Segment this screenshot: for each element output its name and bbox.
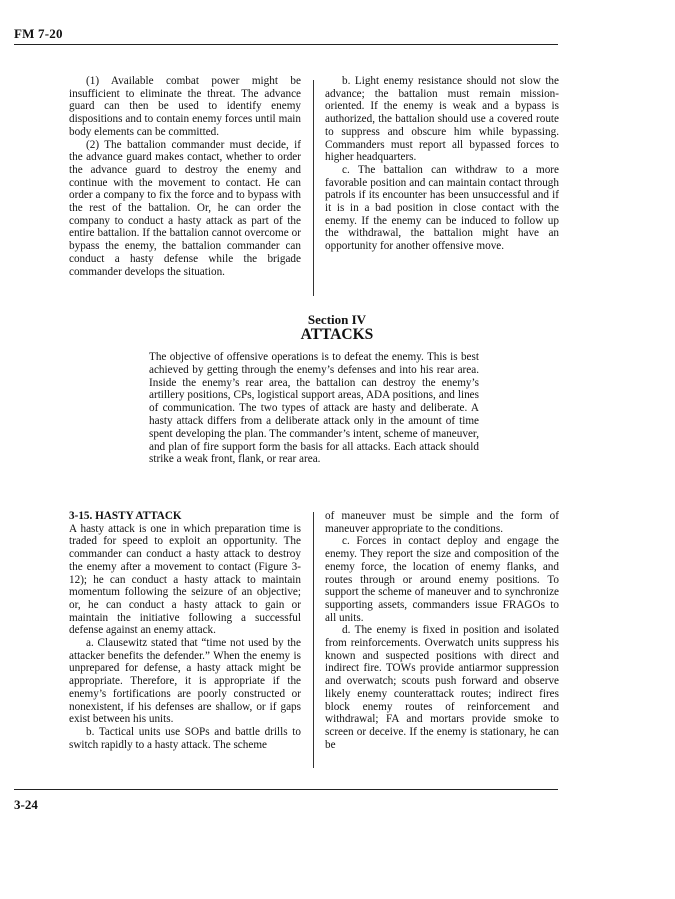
section-number: Section IV: [307, 312, 367, 327]
top-right-column: [325, 75, 559, 253]
paragraph: c. Forces in contact deploy and engage the enemy. They report the size and composition of the enemy force, the location of enemy flanks, and routes through or around enemy positions. To support the scheme of maneuver and to synchronize supporting assets, commanders issue FRAGOs to all units.: [325, 535, 559, 624]
top-left-column: [69, 75, 301, 278]
paragraph: a. Clausewitz stated that “time not used by the attacker benefits the defender.” When the enemy is unprepared for defense, a hasty attack might be appropriate. Therefore, it is appropriate if the enemy’s fortifications are poorly constructed or nonexistent, if his defenses are shallow, or if gaps exist between his units.: [69, 637, 301, 726]
footer-rule: [14, 789, 558, 790]
bottom-left-column: [69, 510, 301, 751]
column-divider: [313, 512, 314, 768]
column-divider: [313, 80, 314, 296]
paragraph: d. The enemy is fixed in position and isolated from reinforcements. Overwatch units suppress his known and suspected positions with direct and indirect fire. TOWs provide antiarmor suppression and overwatch; scouts push forward and observe likely enemy counterattack routes; indirect fires block enemy routes of reinforcement and withdrawal; FA and mortars provide smoke to screen or deceive. If the enemy is stationary, he can be: [325, 624, 559, 751]
paragraph: (1) Available combat power might be insufficient to eliminate the threat. The advance guard can then be used to identify enemy dispositions and to contain enemy forces until main body elements can be committed.: [69, 75, 301, 138]
paragraph: b. Tactical units use SOPs and battle drills to switch rapidly to a hasty attack. The scheme: [69, 725, 301, 751]
section-title: ATTACKS: [300, 326, 374, 343]
paragraph: The objective of offensive operations is to defeat the enemy. This is best achieved by getting through the enemy’s defenses and into his rear area. Inside the enemy’s rear area, the battalion can destroy the enemy’s artillery positions, CPs, logistical support areas, ADA positions, and lines of communication. The two types of attack are hasty and deliberate. A hasty attack differs from a deliberate attack only in the amount of time spent developing the plan. The commander’s intent, scheme of maneuver, and plan of fire support form the basis for all attacks. Each attack should strike a weak front, flank, or rear area.: [149, 351, 479, 466]
subheading: 3-15. HASTY ATTACK: [69, 510, 182, 522]
paragraph: c. The battalion can withdraw to a more favorable position and can maintain contact through patrols if its encounter has been unsuccessful and if it is in a bad position in close contact with the enemy. If the enemy can be induced to follow up the withdrawal, the battalion might have an opportunity for another offensive move.: [325, 163, 559, 253]
paragraph: of maneuver must be simple and the form of maneuver appropriate to the conditions.: [325, 510, 559, 535]
paragraph: b. Light enemy resistance should not slow the advance; the battalion must remain mission-oriented. If the enemy is weak and a bypass is authorized, the battalion should use a covered route to suppress and obscure him while bypassing. Commanders must report all bypassed forces to higher headquarters.: [325, 75, 559, 164]
section-intro: [149, 351, 479, 466]
page-number: 3-24: [14, 797, 38, 812]
bottom-right-column: [325, 510, 559, 751]
paragraph: A hasty attack is one in which preparation time is traded for speed to exploit an opportunity. The commander can conduct a hasty attack to destroy the enemy after a movement to contact (Figure 3-12); he can conduct a hasty attack to maintain momentum following the seizure of an objective; or, he can conduct a hasty attack to gain or maintain the initiative following a successful defense against an enemy attack.: [69, 522, 301, 637]
header-rule: [14, 44, 558, 45]
paragraph: (2) The battalion commander must decide, if the advance guard makes contact, whether to order the advance guard to destroy the enemy and continue with the movement to contact. He can order a company to fix the force and to bypass with the rest of the battalion. Or, he can order the company to conduct a hasty attack as part of the entire battalion. If the battalion cannot overcome or bypass the enemy, the battalion commander can conduct a hasty defense while the brigade commander develops the situation.: [69, 138, 301, 278]
running-header: FM 7-20: [14, 26, 63, 41]
